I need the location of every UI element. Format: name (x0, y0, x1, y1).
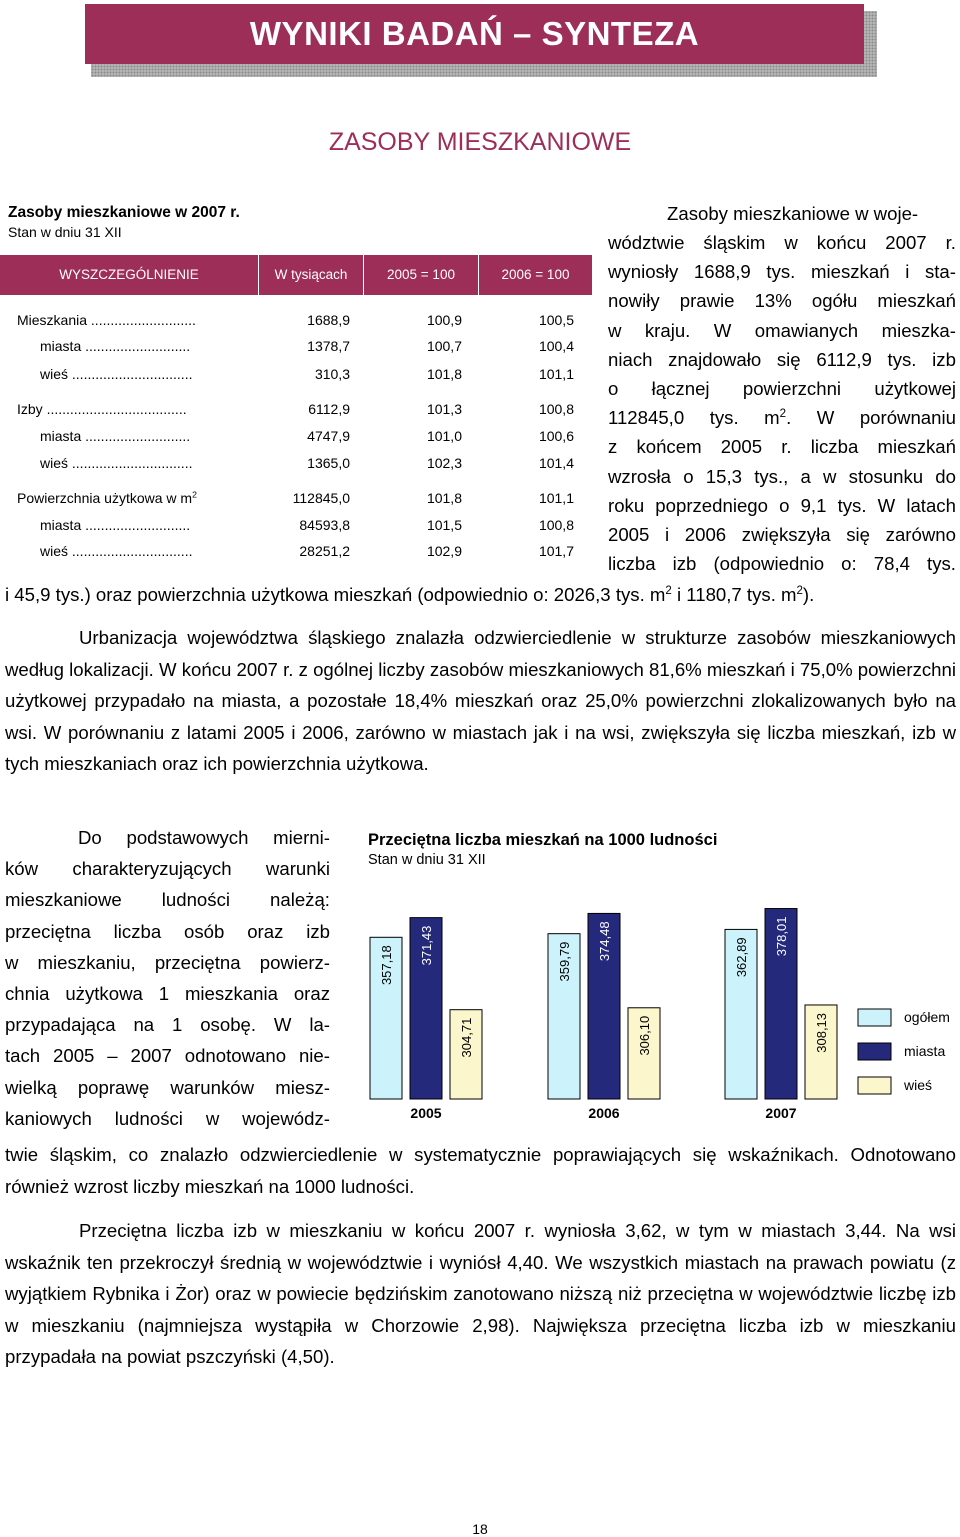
table-title: Zasoby mieszkaniowe w 2007 r. (8, 204, 240, 221)
table-row-label: Powierzchnia użytkowa w $m^2$ (17, 489, 197, 506)
table-header (0, 255, 592, 295)
measures-line: przeciętna liczba osób oraz izb (5, 921, 330, 942)
table-row-label: wieś ............................... (40, 455, 193, 471)
chart-data-label: 308,13 (814, 1012, 829, 1053)
table-row-label: miasta ........................... (40, 517, 191, 533)
measures-continuation: twie śląskim, co znalazło odzwierciedlenie w systematycznie poprawiających się wskaźnikach. Odnotowano również wzrost liczby mieszkań na 1000 ludności. (5, 1144, 956, 1197)
table-cell: 1688,9 (307, 312, 350, 328)
chart-data-label: 357,18 (379, 945, 394, 986)
measures-line: ków charakteryzujących warunki (5, 858, 330, 879)
chart-category-label: 2006 (588, 1105, 620, 1121)
measures-line: chnia użytkowa 1 mieszkania oraz (5, 983, 330, 1004)
table-cell: 4747,9 (307, 428, 350, 444)
intro-line: nowiły prawie 13% ogółu mieszkań (608, 290, 956, 311)
table-cell: 1365,0 (307, 455, 350, 471)
chart-data-label: 374,48 (597, 921, 612, 962)
paragraph-urbanization: Urbanizacja województwa śląskiego znalazła odzwierciedlenie w strukturze zasobów mieszkaniowych według lokalizacji. W końcu 2007 r. z ogólnej liczby zasobów mieszkaniowych 81,6% mieszkań i 75,0% powierzchni użytkowej przypadało na miasta, a pozostałe 18,4% mieszkań oraz 25,0% powierzchni zlokalizowanych było na wsi. W porównaniu z latami 2005 i 2006, zarówno w miastach jak i na wsi, zwiększyła się liczba mieszkań, izb w tych mieszkaniach oraz ich powierzchnia użytkowa. (5, 627, 956, 774)
chart-subtitle: Stan w dniu 31 XII (368, 852, 486, 868)
intro-line: wzrosła o 15,3 tys., a w stosunku do (608, 466, 956, 487)
bar-chart (360, 872, 960, 1132)
table-column-header: WYSZCZEGÓLNIENIE (59, 267, 199, 282)
page-number: 18 (472, 1521, 488, 1537)
table-cell: 100,6 (538, 428, 574, 444)
measures-line: kaniowych ludności w wojewódz- (5, 1108, 330, 1129)
table-cell: 310,3 (314, 366, 350, 382)
table-cell: 100,7 (426, 338, 462, 354)
table-cell: 28251,2 (299, 543, 350, 559)
intro-line: wództwie śląskim w końcu 2007 r. (608, 232, 956, 253)
measures-line: przypadająca na 1 osobę. W la- (5, 1014, 330, 1035)
table-cell: 100,9 (426, 312, 462, 328)
table-cell: 101,1 (538, 366, 574, 382)
table-cell: 101,1 (538, 490, 574, 506)
measures-line: wielką poprawę warunków miesz- (5, 1077, 330, 1098)
legend-label: wieś (904, 1077, 933, 1093)
header-banner (85, 4, 864, 64)
table-row-label: miasta ........................... (40, 428, 191, 444)
legend-swatch (858, 1043, 891, 1060)
intro-line: niach znajdowało się 6112,9 tys. izb (608, 349, 956, 370)
table-cell: 101,8 (426, 366, 462, 382)
table-row-label: wieś ............................... (40, 543, 193, 559)
section-title: ZASOBY MIESZKANIOWE (328, 128, 632, 156)
chart-data-label: 304,71 (459, 1017, 474, 1058)
table-cell: 84593,8 (299, 517, 350, 533)
table-cell: 100,8 (538, 517, 574, 533)
table-cell: 1378,7 (307, 338, 350, 354)
chart-category-label: 2007 (765, 1105, 797, 1121)
table-cell: 101,8 (426, 490, 462, 506)
measures-line: w mieszkaniu, przeciętna powierz- (5, 952, 330, 973)
table-row-label: wieś ............................... (40, 366, 193, 382)
intro-line: wyniosły 1688,9 tys. mieszkań i sta- (608, 261, 956, 282)
chart-data-label: 371,43 (419, 925, 434, 966)
intro-line: w kraju. W omawianych mieszka- (608, 320, 956, 341)
table-cell: 102,9 (426, 543, 462, 559)
measures-line: mieszkaniowe ludności należą: (5, 889, 330, 910)
intro-line: 2005 i 2006 zwiększyła się zarówno (608, 524, 956, 545)
legend-label: miasta (904, 1043, 946, 1059)
legend-swatch (858, 1077, 891, 1094)
intro-line (667, 203, 956, 225)
legend-label: ogółem (904, 1009, 950, 1025)
intro-text: Zasoby mieszkaniowe w woje- (667, 203, 919, 224)
table-cell: 6112,9 (308, 401, 350, 417)
intro-line: roku poprzedniego o 9,1 tys. W latach (608, 495, 956, 516)
table-row-label: Izby .................................... (17, 401, 187, 417)
table-row-label: Mieszkania ........................... (17, 312, 196, 328)
measures-line: tach 2005 – 2007 odnotowano nie- (5, 1045, 330, 1066)
table-cell: 100,8 (538, 401, 574, 417)
table-cell: 101,3 (426, 401, 462, 417)
table-cell: 101,5 (426, 517, 462, 533)
table-cell: 101,4 (538, 455, 574, 471)
table-column-header: W tysiącach (274, 267, 348, 282)
intro-line: o łącznej powierzchni użytkowej (608, 378, 956, 399)
legend-swatch (858, 1009, 891, 1026)
table-row-label: miasta ........................... (40, 338, 191, 354)
table-cell: 101,0 (426, 428, 462, 444)
chart-category-label: 2005 (410, 1105, 442, 1121)
table-column-header: 2006 = 100 (501, 267, 570, 282)
intro-line: 112845,0 tys. $m^2$. W porównaniu (608, 407, 956, 428)
table-cell: 101,7 (538, 543, 574, 559)
table-cell: 102,3 (426, 455, 462, 471)
header-title: WYNIKI BADAŃ – SYNTEZA (249, 15, 700, 52)
chart-data-label: 306,10 (637, 1015, 652, 1056)
paragraph-rooms: Przeciętna liczba izb w mieszkaniu w końcu 2007 r. wyniosła 3,62, w tym w miastach 3,44. Na wsi wskaźnik ten przekroczył średnią w województwie i wyniósł 4,40. We wszystkich miastach na prawach powiatu (z wyjątkiem Rybnika i Żor) oraz w powiecie będzińskim zanotowano niższą niż przeciętna w województwie liczbę izb w mieszkaniu (najmniejsza wystąpiła w Chorzowie 2,98). Największa przeciętna liczba izb w mieszkaniu przypadała na powiat pszczyński (4,50). (5, 1220, 956, 1367)
intro-line: liczba izb (odpowiednio o: 78,4 tys. (608, 553, 956, 574)
chart-data-label: 378,01 (774, 916, 789, 957)
table-cell: 100,5 (538, 312, 574, 328)
intro-last-line: i 45,9 tys.) oraz powierzchnia użytkowa mieszkań (odpowiednio o: 2026,3 tys. $m^2$ i 1180,7 tys. $m^2$). (5, 584, 815, 605)
table-column-header: 2005 = 100 (387, 267, 455, 282)
chart-title: Przeciętna liczba mieszkań na 1000 ludności (368, 831, 718, 849)
table-cell: 112845,0 (292, 490, 350, 506)
intro-line: z końcem 2005 r. liczba mieszkań (608, 436, 956, 457)
measures-line: Do podstawowych mierni- (78, 827, 330, 848)
table-subtitle: Stan w dniu 31 XII (8, 224, 122, 240)
chart-data-label: 362,89 (734, 937, 749, 978)
chart-data-label: 359,79 (557, 941, 572, 982)
table-cell: 100,4 (538, 338, 574, 354)
